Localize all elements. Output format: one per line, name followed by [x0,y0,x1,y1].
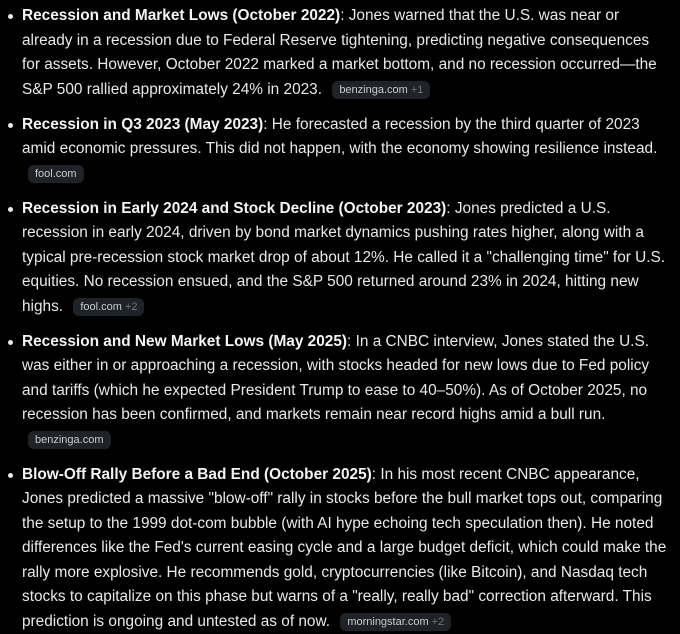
list-item [22,4,668,102]
item-text: : In his most recent CNBC appearance, Jones predicted a massive "blow-off" rally in stocks before the bull market tops out, comparing the setup to the 1999 dot-com bubble (with AI hype echoing tech speculation then). He noted differences like the Fed's current easing cycle and a large budget deficit, which could make the rally more explosive. He recommends gold, cryptocurrencies (like Bitcoin), and Nasdaq tech stocks to capitalize on this phase but warns of a "really, really bad" correction afterward. This prediction is ongoing and untested as of now. [22,466,666,630]
source-chip[interactable] [28,165,84,183]
item-title: Recession in Q3 2023 (May 2023) [22,116,263,133]
source-name: benzinga.com [339,84,408,96]
list-item [22,463,668,634]
source-chip[interactable] [28,431,111,449]
source-extra-count: +1 [411,84,424,96]
source-name: benzinga.com [35,434,104,446]
item-text: : Jones predicted a U.S. recession in early 2024, driven by bond market dynamics pushing rates higher, along with a typical pre-recession stock market drop of about 12%. He called it a "challenging time" for U.S. equities. No recession ensued, and the S&P 500 returned around 23% in 2024, hitting new highs. [22,200,665,315]
item-title: Recession in Early 2024 and Stock Decline (October 2023) [22,200,446,217]
item-title: Recession and Market Lows (October 2022) [22,7,340,24]
list-item [22,197,668,320]
source-chip[interactable] [340,613,451,631]
item-text: : In a CNBC interview, Jones stated the U.S. was either in or approaching a recession, with stocks headed for new lows due to Fed policy and tariffs (which he expected President Trump to ease to 40–50%). As of October 2025, no recession has been confirmed, and markets remain near record highs amid a bull run. [22,333,649,424]
source-name: morningstar.com [347,616,428,628]
item-title: Recession and New Market Lows (May 2025) [22,333,347,350]
source-chip[interactable] [73,298,144,316]
item-text: : He forecasted a recession by the third quarter of 2023 amid economic pressures. This did not happen, with the economy showing resilience instead. [22,116,657,158]
item-text: : Jones warned that the U.S. was near or already in a recession due to Federal Reserve tightening, predicting negative consequences for assets. However, October 2022 marked a market bottom, and no recession occurred—the S&P 500 rallied approximately 24% in 2023. [22,7,657,98]
item-title: Blow-Off Rally Before a Bad End (October 2025) [22,466,372,483]
source-extra-count: +2 [432,616,445,628]
source-chip[interactable] [332,81,430,99]
source-name: fool.com [80,301,122,313]
source-extra-count: +2 [125,301,138,313]
list-item [22,330,668,453]
list-item [22,113,668,187]
source-name: fool.com [35,168,77,180]
